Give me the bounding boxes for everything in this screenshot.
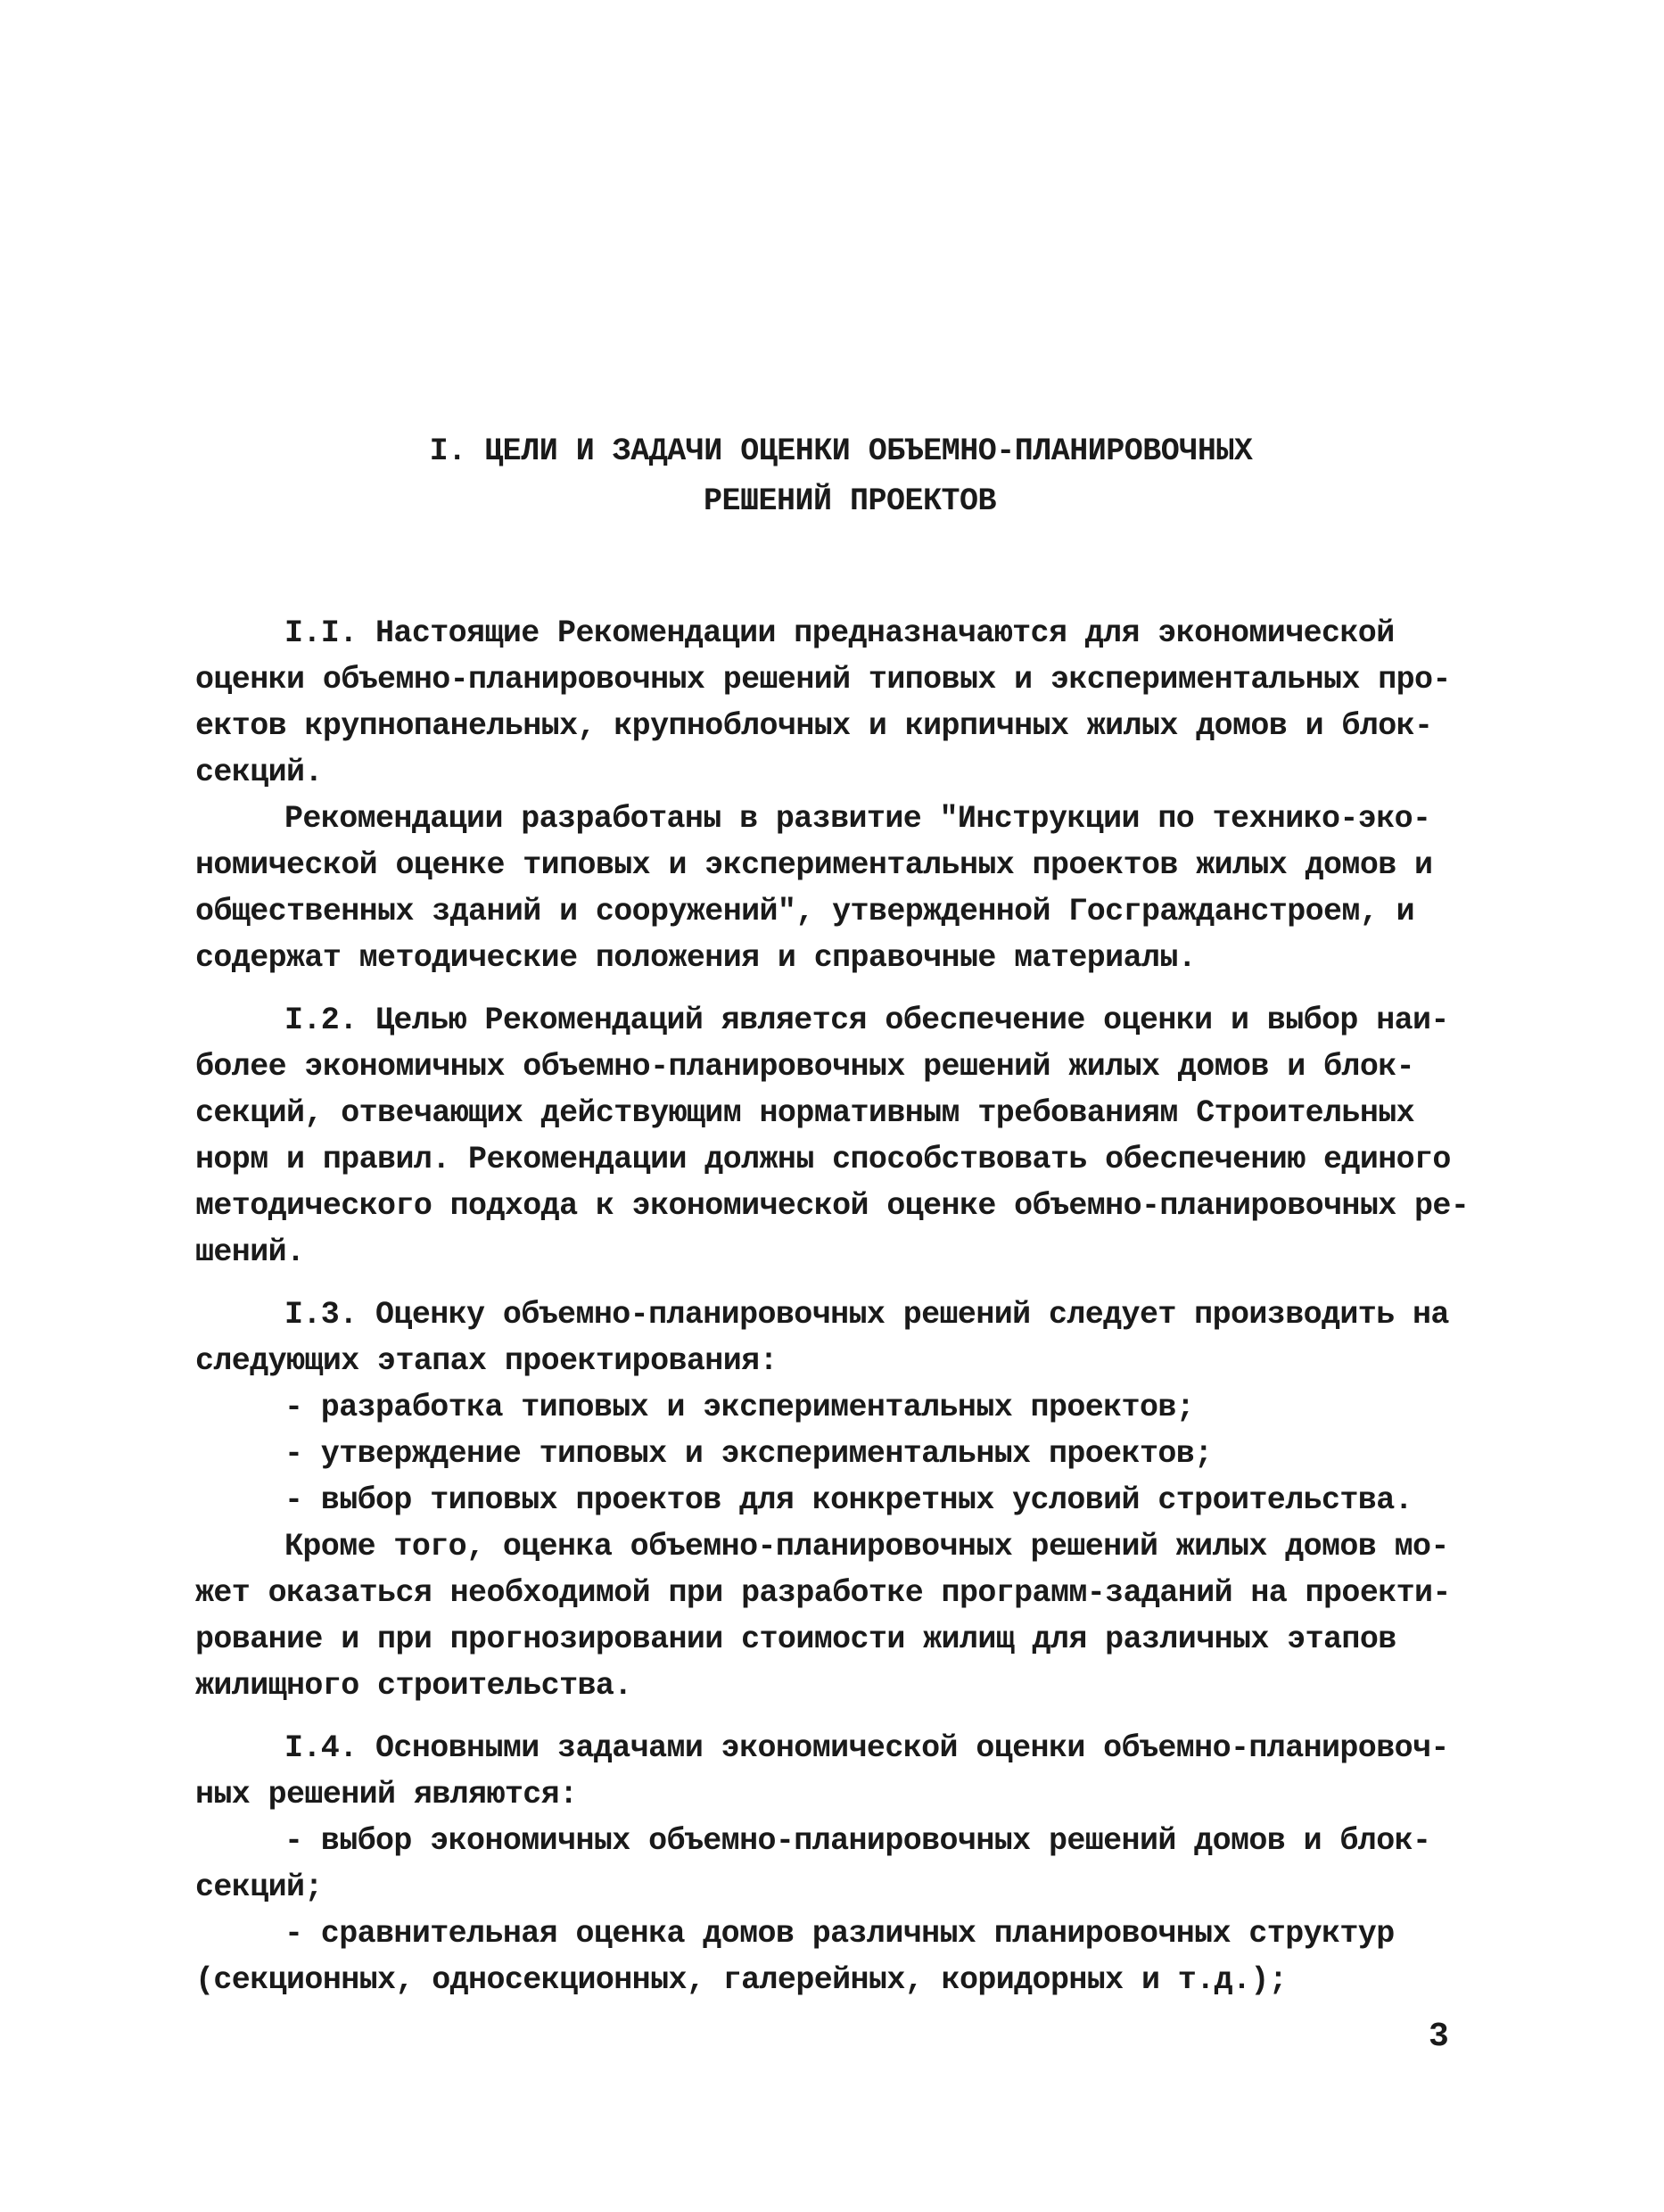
text-line: секций; (195, 1869, 323, 1905)
text-line: секций. (195, 755, 323, 790)
text-line: номической оценке типовых и экспериментальных проектов жилых домов и (195, 847, 1433, 883)
paragraph-gap (195, 1709, 1488, 1725)
text-line: рование и при прогнозировании стоимости жилищ для различных этапов (195, 1622, 1396, 1657)
list-item: - разработка типовых и экспериментальных проектов; (284, 1390, 1195, 1425)
text-line: ектов крупнопанельных, крупноблочных и кирпичных жилых домов и блок- (195, 708, 1433, 744)
text-line: жет оказаться необходимой при разработке программ-заданий на проекти- (195, 1575, 1451, 1611)
text-line: Кроме того, оценка объемно-планировочных решений жилых домов мо- (284, 1529, 1449, 1564)
text-line: ных решений являются: (195, 1777, 578, 1812)
text-line: жилищного строительства. (195, 1668, 632, 1704)
list-item: - утверждение типовых и экспериментальных проектов; (284, 1436, 1213, 1472)
text-line: методического подхода к экономической оценке объемно-планировочных ре- (195, 1188, 1470, 1224)
page-number: 3 (1429, 2018, 1449, 2056)
text-line: (секционных, односекционных, галерейных, коридорных и т.д.); (195, 1962, 1288, 1998)
paragraph-gap (195, 1275, 1488, 1292)
text-line: оценки объемно-планировочных решений типовых и экспериментальных про- (195, 662, 1451, 697)
text-line: шений. (195, 1234, 305, 1270)
text-line: общественных зданий и сооружений", утвержденной Госгражданстроем, и (195, 894, 1415, 929)
list-item: - сравнительная оценка домов различных планировочных структур (284, 1916, 1395, 1952)
list-item: - выбор типовых проектов для конкретных условий строительства. (284, 1482, 1413, 1518)
text-line: более экономичных объемно-планировочных решений жилых домов и блок- (195, 1049, 1415, 1085)
text-line: секций, отвечающих действующим нормативным требованиям Строительных (195, 1095, 1415, 1131)
text-line: I.2. Целью Рекомендаций является обеспечение оценки и выбор наи- (284, 1003, 1449, 1038)
text-line: содержат методические положения и справочные материалы. (195, 940, 1197, 976)
text-line: норм и правил. Рекомендации должны способствовать обеспечению единого (195, 1142, 1451, 1177)
body-text (195, 610, 1488, 2003)
text-line: Рекомендации разработаны в развитие "Инструкции по технико-эко- (284, 801, 1431, 837)
text-line: I.I. Настоящие Рекомендации предназначаются для экономической (284, 615, 1395, 651)
text-line: следующих этапах проектирования: (195, 1343, 778, 1379)
text-line: I.3. Оценку объемно-планировочных решений следует производить на (284, 1297, 1449, 1333)
heading-line-2: РЕШЕНИЙ ПРОЕКТОВ (703, 483, 997, 519)
heading-line-1: I. ЦЕЛИ И ЗАДАЧИ ОЦЕНКИ ОБЪЕМНО-ПЛАНИРОВОЧНЫХ (429, 433, 1253, 469)
list-item: - выбор экономичных объемно-планировочных решений домов и блок- (284, 1823, 1431, 1859)
text-line: I.4. Основными задачами экономической оценки объемно-планировоч- (284, 1730, 1449, 1766)
paragraph-gap (195, 981, 1488, 997)
section-heading (0, 426, 1664, 526)
